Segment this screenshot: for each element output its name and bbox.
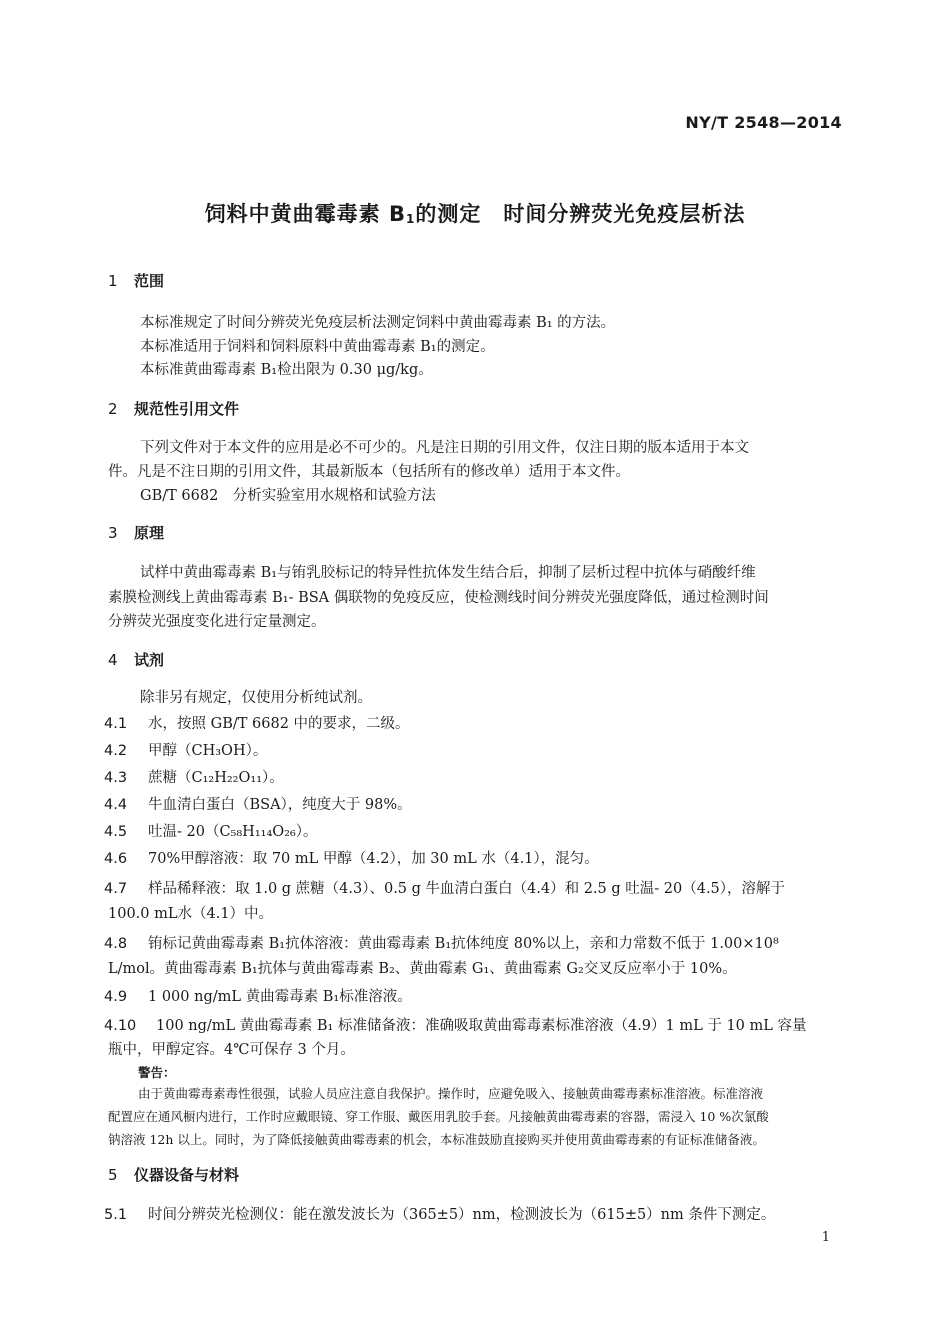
list-item	[104, 766, 284, 787]
item-number: 4.8	[104, 936, 128, 952]
item-number: 4.3	[104, 770, 128, 786]
s1-paragraph-1: 本标准规定了时间分辨荧光免疫层析法测定饲料中黄曲霉毒素 B₁ 的方法。	[140, 315, 616, 331]
standard-code: NY/T 2548—2014	[685, 113, 842, 132]
section-title: 范围	[134, 272, 165, 290]
list-item-continuation: 100.0 mL水（4.1）中。	[108, 906, 274, 922]
item-text: 蔗糖（C₁₂H₂₂O₁₁）。	[148, 770, 284, 786]
list-item	[104, 847, 599, 868]
section-number: 5	[108, 1166, 118, 1184]
section-number: 3	[108, 524, 118, 542]
item-text: 1 000 ng/mL 黄曲霉毒素 B₁标准溶液。	[148, 989, 412, 1005]
section-number: 1	[108, 272, 118, 290]
warning-line-3: 钠溶液 12h 以上。同时，为了降低接触黄曲霉毒素的机会，本标准鼓励直接购买并使用黄曲霉毒素的有证标准储备液。	[108, 1132, 765, 1147]
item-text: 牛血清白蛋白（BSA），纯度大于 98%。	[148, 797, 412, 813]
list-item-continuation: 瓶中，甲醇定容。4℃可保存 3 个月。	[108, 1042, 355, 1058]
section-title: 规范性引用文件	[134, 400, 240, 418]
list-item	[104, 932, 779, 953]
item-number: 4.2	[104, 743, 128, 759]
list-item	[104, 877, 785, 898]
s1-paragraph-2: 本标准适用于饲料和饲料原料中黄曲霉毒素 B₁的测定。	[140, 339, 495, 355]
list-item	[104, 820, 318, 841]
warning-heading: 警告：	[138, 1065, 176, 1080]
title-part1: 饲料中黄曲霉毒素 B	[204, 202, 406, 226]
s2-paragraph-line-1: 下列文件对于本文件的应用是必不可少的。凡是注日期的引用文件，仅注日期的版本适用于本文	[140, 440, 749, 456]
s1-paragraph-3: 本标准黄曲霉毒素 B₁检出限为 0.30 μg/kg。	[140, 362, 433, 378]
item-text: 铕标记黄曲霉毒素 B₁抗体溶液：黄曲霉毒素 B₁抗体纯度 80%以上，亲和力常数不低于 1.00×10⁸	[148, 936, 779, 952]
item-number: 4.1	[104, 716, 128, 732]
section-number: 4	[108, 651, 118, 669]
list-item	[104, 793, 412, 814]
section-4-heading	[108, 649, 164, 670]
document-title	[0, 198, 950, 228]
item-number: 4.9	[104, 989, 128, 1005]
list-item	[104, 985, 412, 1006]
section-title: 仪器设备与材料	[134, 1166, 240, 1184]
section-number: 2	[108, 400, 118, 418]
s3-line-1: 试样中黄曲霉毒素 B₁与铕乳胶标记的特异性抗体发生结合后，抑制了层析过程中抗体与硝酸纤维	[140, 565, 756, 581]
section-2-heading	[108, 398, 239, 419]
item-text: 甲醇（CH₃OH）。	[148, 743, 268, 759]
section-3-heading	[108, 522, 164, 543]
s3-line-2: 素膜检测线上黄曲霉毒素 B₁- BSA 偶联物的免疫反应，使检测线时间分辨荧光强度降低，通过检测时间	[108, 590, 769, 606]
item-number: 5.1	[104, 1207, 128, 1223]
section-title: 试剂	[134, 651, 165, 669]
title-subscript: 1	[405, 212, 416, 226]
item-number: 4.7	[104, 881, 128, 897]
s3-line-3: 分辨荧光强度变化进行定量测定。	[108, 614, 326, 630]
section-5-heading	[108, 1164, 239, 1185]
page-number: 1	[821, 1230, 830, 1245]
item-text: 样品稀释液：取 1.0 g 蔗糖（4.3）、0.5 g 牛血清白蛋白（4.4）和 2.5 g 吐温- 20（4.5），溶解于	[148, 881, 786, 897]
normative-reference: GB/T 6682 分析实验室用水规格和试验方法	[140, 488, 436, 504]
item-number: 4.10	[104, 1018, 137, 1034]
item-number: 4.5	[104, 824, 128, 840]
s4-intro: 除非另有规定，仅使用分析纯试剂。	[140, 690, 372, 706]
item-text: 时间分辨荧光检测仪：能在激发波长为（365±5）nm，检测波长为（615±5）nm 条件下测定。	[148, 1207, 776, 1223]
item-text: 吐温- 20（C₅₈H₁₁₄O₂₆）。	[148, 824, 318, 840]
item-text: 水，按照 GB/T 6682 中的要求，二级。	[148, 716, 410, 732]
section-title: 原理	[134, 524, 165, 542]
list-item	[104, 712, 410, 733]
item-text: 100 ng/mL 黄曲霉毒素 B₁ 标准储备液：准确吸取黄曲霉毒素标准溶液（4.9）1 mL 于 10 mL 容量	[156, 1018, 807, 1034]
list-item	[104, 739, 267, 760]
warning-line-1: 由于黄曲霉毒素毒性很强，试验人员应注意自我保护。操作时，应避免吸入、接触黄曲霉毒素标准溶液。标准溶液	[138, 1086, 764, 1101]
s2-paragraph-line-2: 件。凡是不注日期的引用文件，其最新版本（包括所有的修改单）适用于本文件。	[108, 464, 630, 480]
title-part2: 的测定 时间分辨荧光免疫层析法	[415, 202, 746, 226]
item-number: 4.4	[104, 797, 128, 813]
section-1-heading	[108, 270, 164, 291]
item-text: 70%甲醇溶液：取 70 mL 甲醇（4.2），加 30 mL 水（4.1），混匀。	[148, 851, 599, 867]
list-item	[104, 1203, 775, 1224]
list-item-continuation: L/mol。黄曲霉毒素 B₁抗体与黄曲霉毒素 B₂、黄曲霉素 G₁、黄曲霉素 G₂交叉反应率小于 10%。	[108, 961, 737, 977]
list-item	[104, 1014, 807, 1035]
warning-line-2: 配置应在通风橱内进行，工作时应戴眼镜、穿工作服、戴医用乳胶手套。凡接触黄曲霉毒素的容器，需浸入 10 %次氯酸	[108, 1109, 769, 1124]
item-number: 4.6	[104, 851, 128, 867]
